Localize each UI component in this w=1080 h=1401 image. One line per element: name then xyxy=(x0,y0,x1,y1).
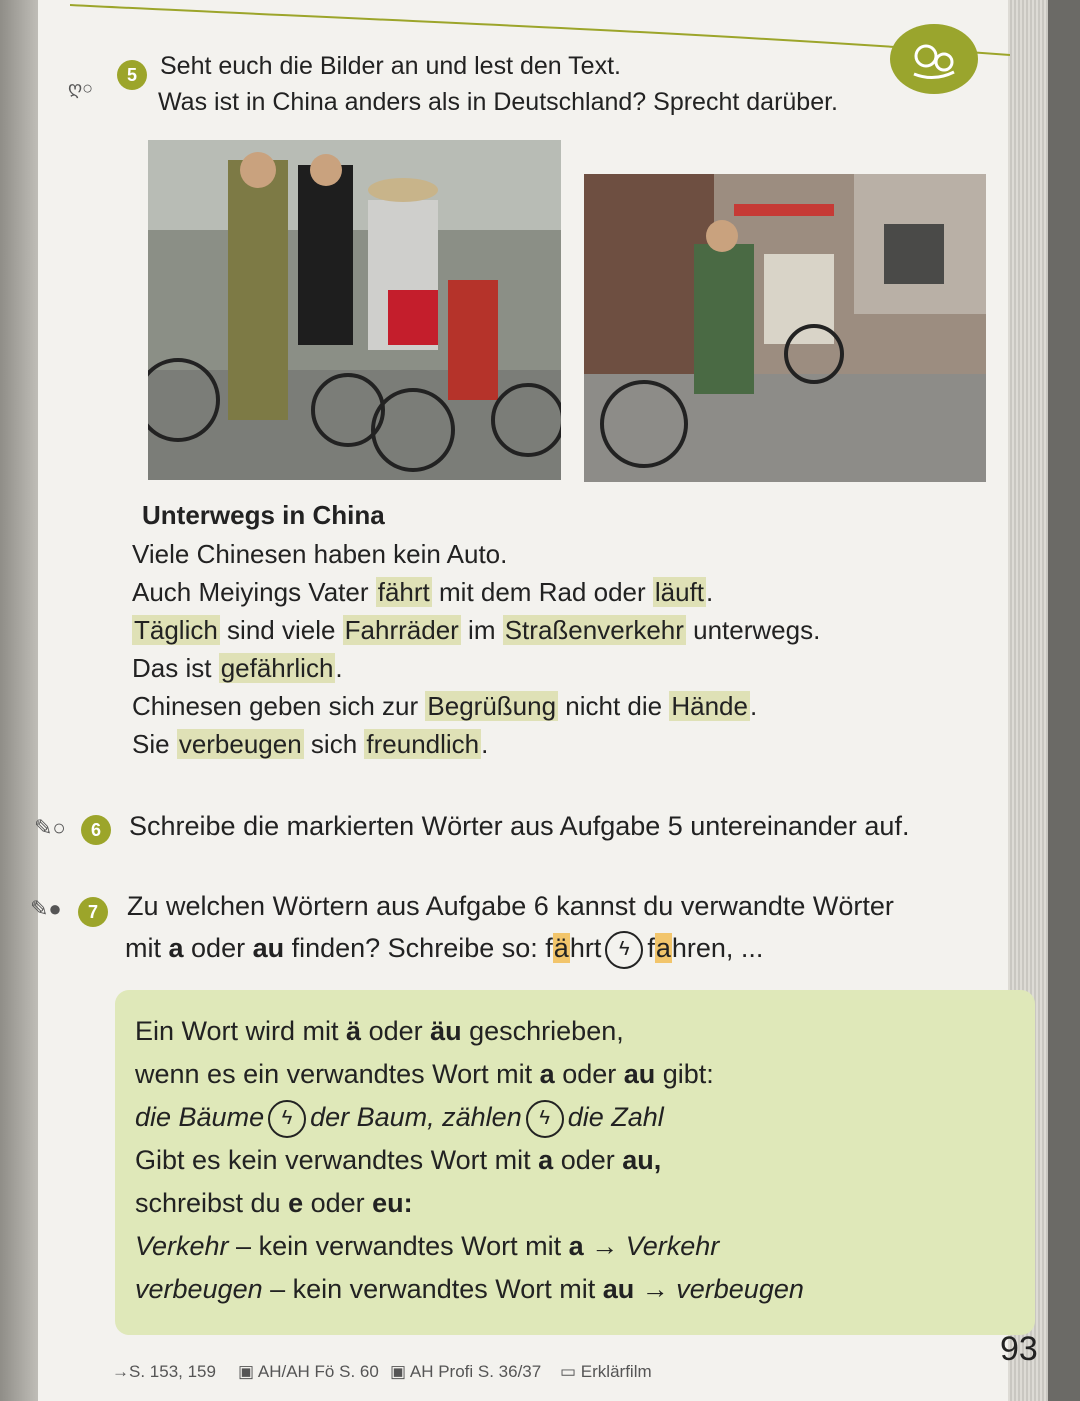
lightning-icon: ϟ xyxy=(605,931,643,969)
footer-ref-pages: →S. 153, 159 xyxy=(112,1362,216,1381)
lightning-icon: ϟ xyxy=(268,1100,306,1138)
partner-icon: ღ○ xyxy=(68,78,94,98)
reading-line: Chinesen geben sich zur Begrüßung nicht die Hände. xyxy=(132,691,758,721)
ex7-instruction-1: Zu welchen Wörtern aus Aufgabe 6 kannst du verwandte Wörter xyxy=(127,891,894,921)
photo-rickshaw xyxy=(584,174,986,482)
footer-ref-video: ▭ Erklärfilm xyxy=(560,1362,652,1381)
ex6-instruction: Schreibe die markierten Wörter aus Aufgabe 5 untereinander auf. xyxy=(129,811,910,841)
rule-line: die Bäume ϟ der Baum, zählen ϟ die Zahl xyxy=(135,1096,804,1139)
rule-line: verbeugen – kein verwandtes Wort mit au → verbeugen xyxy=(135,1274,804,1304)
video-icon: ▭ xyxy=(560,1362,581,1381)
footer-ref-profi: ▣ AH Profi S. 36/37 xyxy=(390,1362,542,1381)
highlighted-word: verbeugen xyxy=(178,729,302,759)
rule-line: Verkehr – kein verwandtes Wort mit a → Verkehr xyxy=(135,1231,720,1261)
highlighted-word: läuft xyxy=(654,577,705,607)
highlighted-word: Täglich xyxy=(134,615,218,645)
rule-line: schreibst du e oder eu: xyxy=(135,1188,413,1218)
highlighted-word: fährt xyxy=(377,577,430,607)
footer-ref-workbook: ▣ AH/AH Fö S. 60 xyxy=(238,1362,379,1381)
exercise-number-7: 7 xyxy=(78,897,108,927)
exercise-number-5: 5 xyxy=(117,60,147,90)
highlighted-word: freundlich xyxy=(366,729,480,759)
logo-icon xyxy=(890,24,978,94)
lightning-icon: ϟ xyxy=(526,1100,564,1138)
ex7-instruction-2: mit a oder au finden? Schreibe so: fährt ϟ fahren, ... xyxy=(125,930,763,969)
highlighted-word: Straßenverkehr xyxy=(504,615,684,645)
highlighted-word: gefährlich xyxy=(220,653,334,683)
write-icon: ✎○ xyxy=(34,815,66,840)
reading-line: Täglich sind viele Fahrräder im Straßenverkehr unterwegs. xyxy=(134,615,821,645)
rule-line: wenn es ein verwandtes Wort mit a oder au gibt: xyxy=(135,1059,714,1089)
page-number: 93 xyxy=(1000,1330,1038,1368)
reading-line: Sie verbeugen sich freundlich. xyxy=(132,729,489,759)
exercise-number-6: 6 xyxy=(81,815,111,845)
book-icon: ▣ xyxy=(390,1362,410,1381)
rule-line: Ein Wort wird mit ä oder äu geschrieben, xyxy=(135,1016,624,1046)
reading-line: Das ist gefährlich. xyxy=(132,653,343,683)
rule-text xyxy=(135,1010,804,1311)
book-icon: ▣ xyxy=(238,1362,258,1381)
reading-text xyxy=(132,535,820,763)
reading-line: Auch Meiyings Vater fährt mit dem Rad oder läuft. xyxy=(132,577,714,607)
reading-line: Viele Chinesen haben kein Auto. xyxy=(132,539,508,569)
highlighted-word: Begrüßung xyxy=(427,691,557,721)
ex5-instruction-1: Seht euch die Bilder an und lest den Text. xyxy=(160,52,621,80)
highlighted-word: Fahrräder xyxy=(344,615,459,645)
ex5-instruction-2: Was ist in China anders als in Deutschland? Sprecht darüber. xyxy=(158,88,838,116)
reading-title: Unterwegs in China xyxy=(142,500,385,530)
write-icon: ✎● xyxy=(30,896,62,921)
photo-bicycle-traffic xyxy=(148,140,561,480)
rule-line: Gibt es kein verwandtes Wort mit a oder au, xyxy=(135,1145,662,1175)
highlighted-word: Hände xyxy=(671,691,748,721)
